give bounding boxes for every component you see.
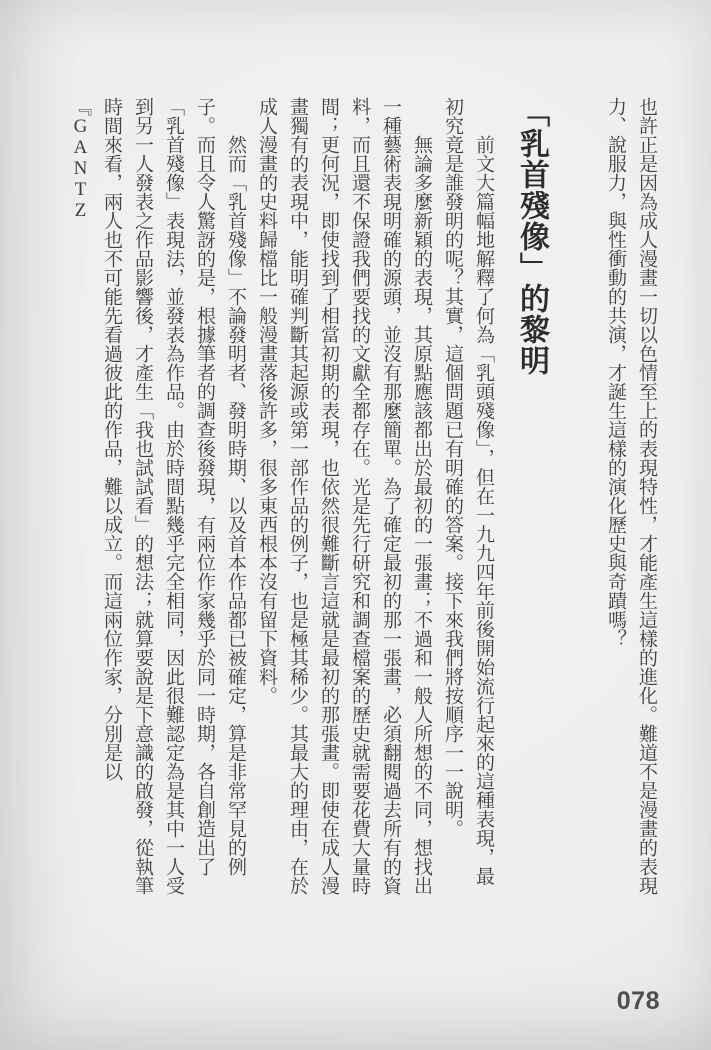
intro-paragraph: 也許正是因為成人漫畫一切以色情至上的表現特性，才能產生這樣的進化。難道不是漫畫的表現力、說服力，與性衝動的共演，才誕生這樣的演化歷史與奇蹟嗎？	[605, 97, 657, 895]
section-title: 「乳首殘像」的黎明	[515, 97, 548, 376]
body-paragraph-3	[65, 97, 251, 897]
page-number: 078	[616, 987, 660, 1015]
body-paragraph-1-text: 前文大篇幅地解釋了何為「乳頭殘像」，但在一九九四年前後開始流行起來的這種表現，最初究竟是誰發明的呢？其實，這個問題已有明確的答案。接下來我們將按順序一一說明。	[442, 97, 494, 886]
body-paragraph-2	[251, 97, 437, 897]
body-paragraph-1	[437, 97, 499, 897]
body-paragraph-3-latin: GANTZ	[70, 116, 91, 221]
vertical-text-content	[65, 97, 662, 897]
body-paragraph-2-text: 無論多麼新穎的表現，其原點應該都出於最初的一張畫；不過和一般人所想的不同，想找出一種藝術表現明確的源頭，並沒有那麼簡單。為了確定最初的那一張畫，必須翻閱過去所有的資料，而且還不保證我們要找的文獻全都存在。光是先行研究和調查檔案的歷史就需要花費大量時間；更何況，即使找到了相當初期的表現，也依然很難斷言這就是最初的那張畫。即使在成人漫畫獨有的表現中，能明確判斷其起源或第一部作品的例子，也是極其稀少。其最大的理由，在於成人漫畫的史料歸檔比一般漫畫落後許多，很多東西根本沒有留下資料。	[256, 97, 432, 895]
body-paragraph-3-text: 然而「乳首殘像」不論發明者、發明時期、以及首本作品都已被確定，算是非常罕見的例子。而且令人驚訝的是，根據筆者的調查後發現，有兩位作家幾乎於同一時期，各自創造出了「乳首殘像」表現法，並發表為作品。由於時間點幾乎完全相同，因此很難認定為是其中一人受到另一人發表之作品影響後，才產生「我也試試看」的想法；就算要說是下意識的啟發，從執筆時間來看，兩人也不可能先看過彼此的作品，難以成立。而這兩位作家，分別是以『	[70, 97, 246, 895]
